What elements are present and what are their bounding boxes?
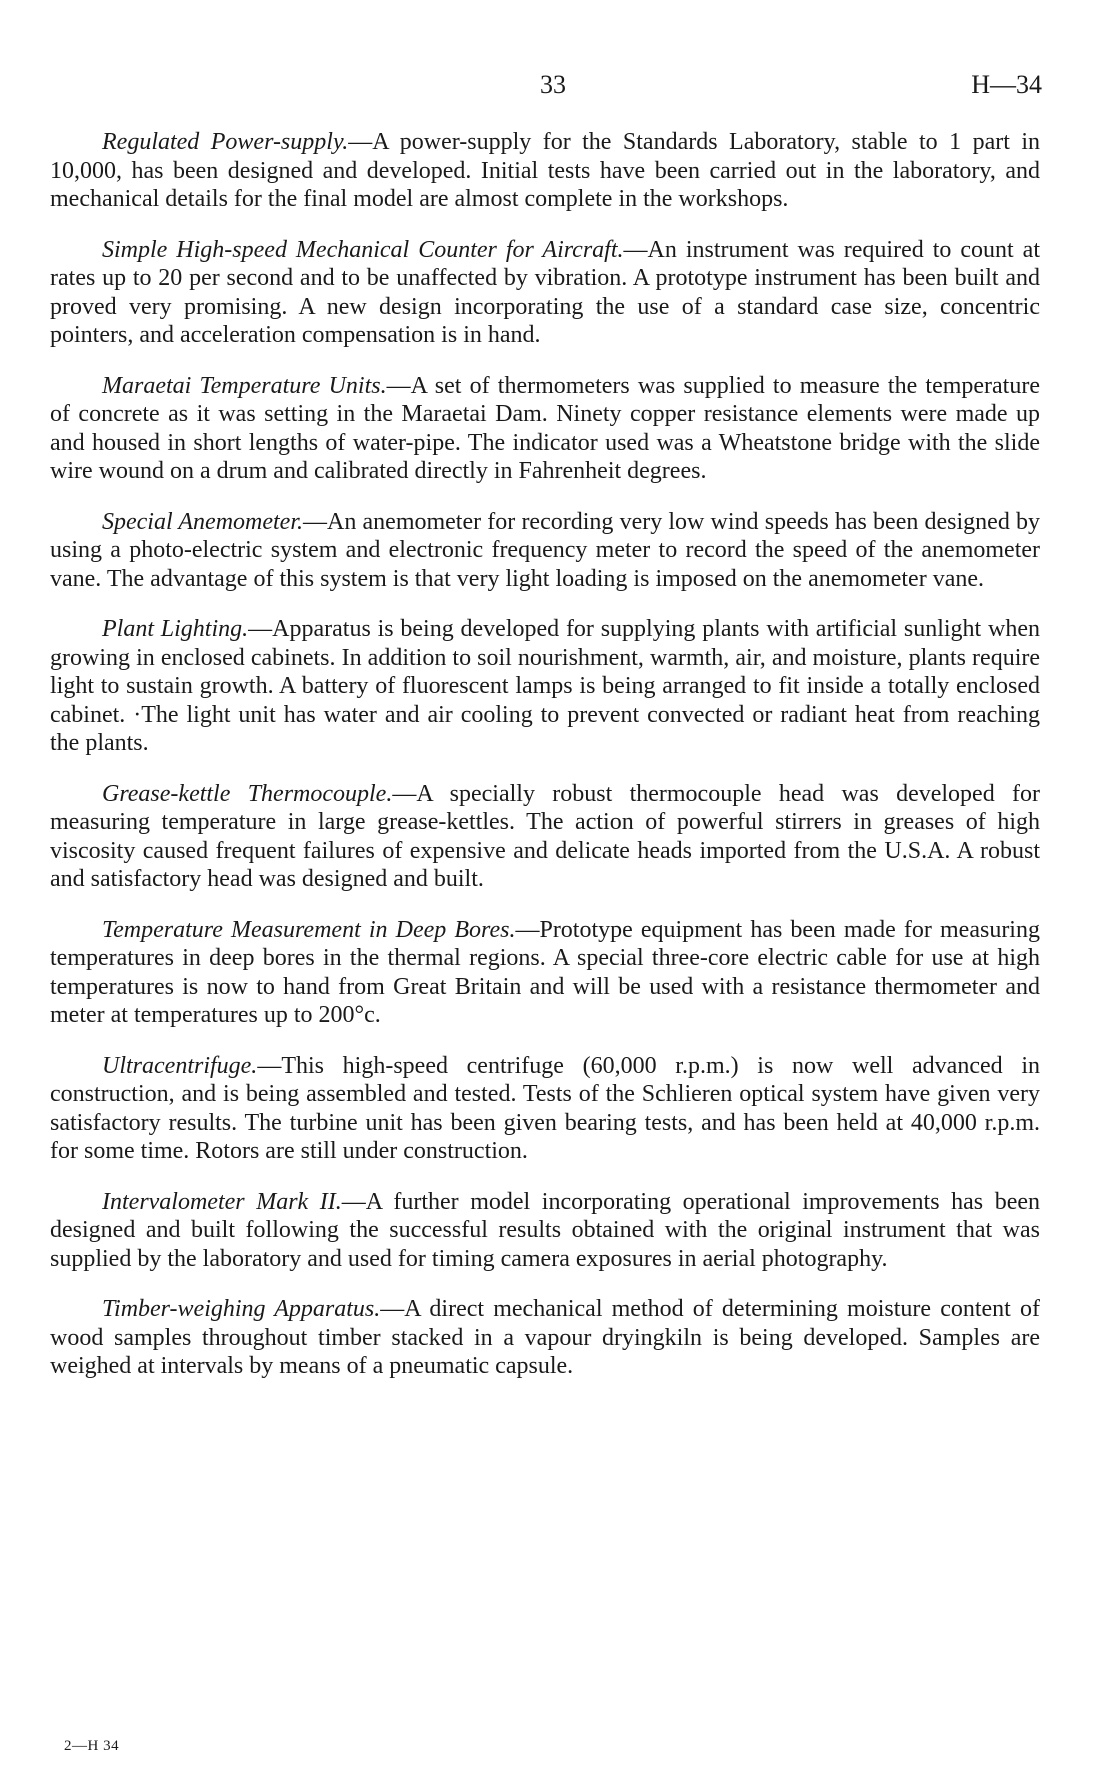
entry-title: Regulated Power-supply.	[102, 129, 349, 155]
entry-text: —An anemometer for recording very low wind speeds has been designed by using a photo-electric system and electronic frequency meter to record the speed of the anemometer vane. The advantage of this system is that very light loading is imposed on the anemometer vane.	[50, 508, 1040, 592]
entry-text: —A direct mechanical method of determining moisture content of wood samples throughout timber stacked in a vapour dryingkiln is being developed. Samples are weighed at intervals by means of a pneumatic capsule.	[50, 1296, 1040, 1379]
entry-grease-kettle-thermocouple	[50, 780, 1040, 894]
entry-title: Timber-weighing Apparatus.	[102, 1296, 381, 1322]
entries-list	[50, 128, 1040, 1381]
entry-mechanical-counter	[50, 236, 1040, 350]
entry-title: Temperature Measurement in Deep Bores.	[102, 916, 516, 943]
entry-text: —A set of thermometers was supplied to measure the temperature of concrete as it was setting in the Maraetai Dam. Ninety copper resistance elements were made up and housed in short lengths of water-pipe. The indicator used was a Wheatstone bridge with the slide wire wound on a drum and calibrated directly in Fahrenheit degrees.	[50, 372, 1040, 484]
document-page	[50, 60, 1040, 1403]
entry-text: —A specially robust thermocouple head was developed for measuring temperature in large grease-kettles. The action of powerful stirrers in greases of high viscosity caused frequent failures of expensive and delicate heads imported from the U.S.A. A robust and satisfactory head was designed and built.	[50, 780, 1041, 892]
page-number: 33	[540, 70, 566, 99]
entry-temperature-deep-bores	[50, 916, 1040, 1030]
entry-regulated-power-supply	[50, 128, 1040, 214]
entry-title: Plant Lighting.	[102, 616, 249, 642]
entry-special-anemometer	[50, 508, 1040, 594]
report-code: H—34	[971, 70, 1042, 99]
entry-text: —A power-supply for the Standards Laboratory, stable to 1 part in 10,000, has been designed and developed. Initial tests have been carried out in the laboratory, and mechanical details for the final model are almost complete in the workshops.	[50, 129, 1041, 212]
entry-text: —Apparatus is being developed for supplying plants with artificial sunlight when growing in enclosed cabinets. In addition to soil nourishment, warmth, air, and moisture, plants require light to sustain growth. A battery of fluorescent lamps is being arranged to fit inside a totally enclosed cabinet. ·The light unit has water and air cooling to prevent convected or radiant heat from reaching the plants.	[50, 616, 1040, 756]
page-header	[50, 60, 1040, 100]
entry-maraetai-temperature-units	[50, 372, 1040, 486]
entry-title: Special Anemometer.	[102, 508, 304, 535]
entry-intervalometer	[50, 1188, 1040, 1274]
entry-timber-weighing	[50, 1295, 1040, 1381]
signature-mark: 2—H 34	[64, 1738, 120, 1754]
entry-plant-lighting	[50, 615, 1040, 758]
entry-text: —A further model incorporating operational improvements has been designed and built following the successful results obtained with the original instrument that was supplied by the laboratory and used for timing camera exposures in aerial photography.	[50, 1188, 1040, 1272]
entry-title: Ultracentrifuge.	[102, 1052, 258, 1079]
entry-text: —This high-speed centrifuge (60,000 r.p.m.) is now well advanced in construction, and is being assembled and tested. Tests of the Schlieren optical system have given very satisfactory results. The turbine unit has been given bearing tests, and has been held at 40,000 r.p.m. for some time. Rotors are still under construction.	[50, 1052, 1040, 1164]
entry-title: Maraetai Temperature Units.	[102, 372, 387, 399]
entry-title: Intervalometer Mark II.	[102, 1188, 342, 1215]
entry-text: —Prototype equipment has been made for measuring temperatures in deep bores in the thermal regions. A special three-core electric cable for use at high temperatures is now to hand from Great Britain and will be used with a resistance thermometer and meter at temperatures up to 200°c.	[50, 916, 1040, 1028]
entry-title: Simple High-speed Mechanical Counter for Aircraft.	[102, 236, 624, 263]
entry-text: —An instrument was required to count at rates up to 20 per second and to be unaffected by vibration. A prototype instrument has been built and proved very promising. A new design incorporating the use of a standard case size, concentric pointers, and acceleration compensation is in hand.	[50, 236, 1040, 348]
entry-title: Grease-kettle Thermocouple.	[102, 780, 393, 807]
entry-ultracentrifuge	[50, 1052, 1040, 1166]
